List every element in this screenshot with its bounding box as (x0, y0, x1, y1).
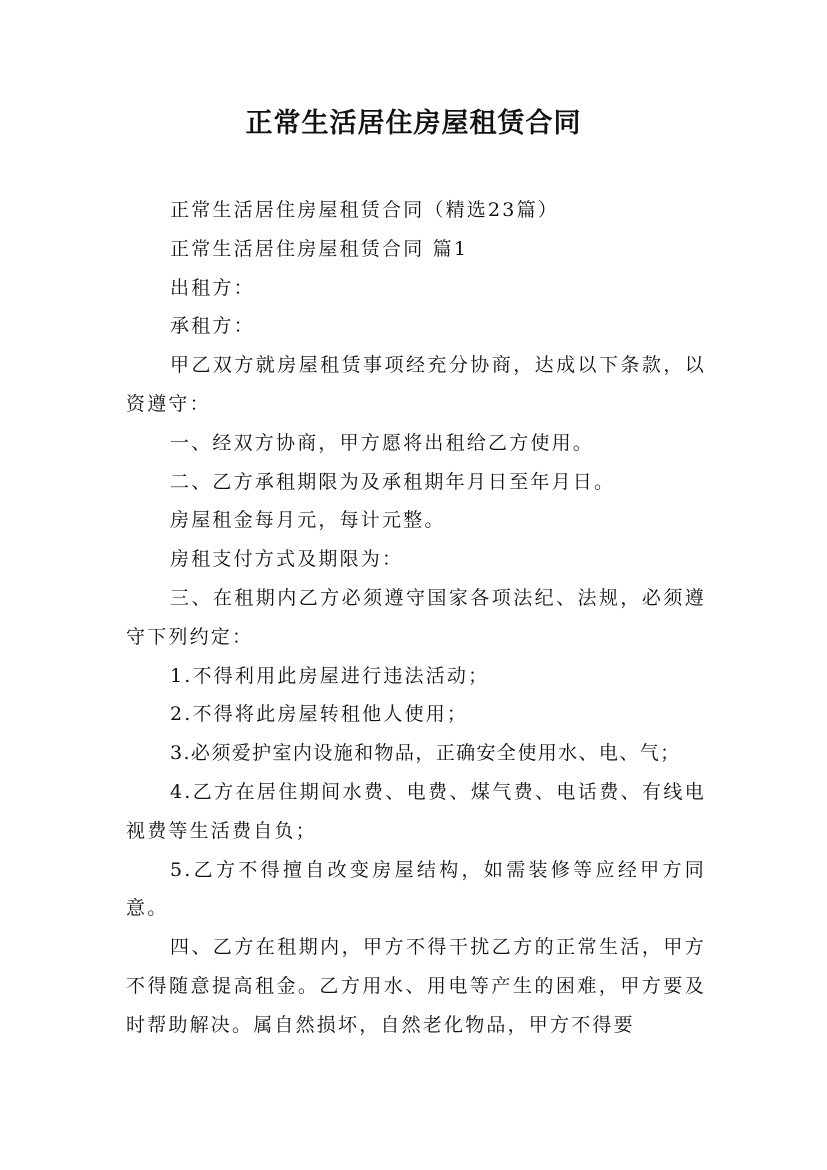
document-body (126, 191, 706, 1045)
document-title: 正常生活居住房屋租赁合同 (245, 108, 582, 139)
paragraph-preamble: 甲乙双方就房屋租赁事项经充分协商，达成以下条款，以资遵守： (126, 354, 706, 415)
paragraph-clause-1: 一、经双方协商，甲方愿将出租给乙方使用。 (170, 431, 595, 454)
paragraph-clause-3: 三、在租期内乙方必须遵守国家各项法纪、法规，必须遵守下列约定： (126, 586, 706, 648)
paragraph-lessee: 承租方： (170, 315, 255, 338)
paragraph-rule-1: 1.不得利用此房屋进行违法活动； (170, 664, 490, 687)
paragraph-clause-4: 四、乙方在租期内，甲方不得干扰乙方的正常生活，甲方不得随意提高租金。乙方用水、用电等产生的困难，甲方要及时帮助解决。属自然损坏，自然老化物品，甲方不得要 (126, 936, 706, 1036)
paragraph-lessor: 出租方： (170, 276, 255, 299)
paragraph-clause-2: 二、乙方承租期限为及承租期年月日至年月日。 (170, 470, 616, 493)
paragraph-rule-5: 5.乙方不得擅自改变房屋结构，如需装修等应经甲方同意。 (126, 858, 706, 920)
paragraph-section-heading: 正常生活居住房屋租赁合同 篇1 (170, 237, 469, 260)
paragraph-payment: 房租支付方式及期限为： (170, 548, 404, 571)
paragraph-collection-title: 正常生活居住房屋租赁合同（精选23篇） (170, 199, 559, 221)
paragraph-rule-4: 4.乙方在居住期间水费、电费、煤气费、电话费、有线电视费等生活费自负； (126, 780, 706, 842)
paragraph-rule-3: 3.必须爱护室内设施和物品，正确安全使用水、电、气； (170, 742, 681, 765)
paragraph-rule-2: 2.不得将此房屋转租他人使用； (170, 703, 469, 726)
paragraph-rent: 房屋租金每月元，每计元整。 (170, 509, 446, 532)
